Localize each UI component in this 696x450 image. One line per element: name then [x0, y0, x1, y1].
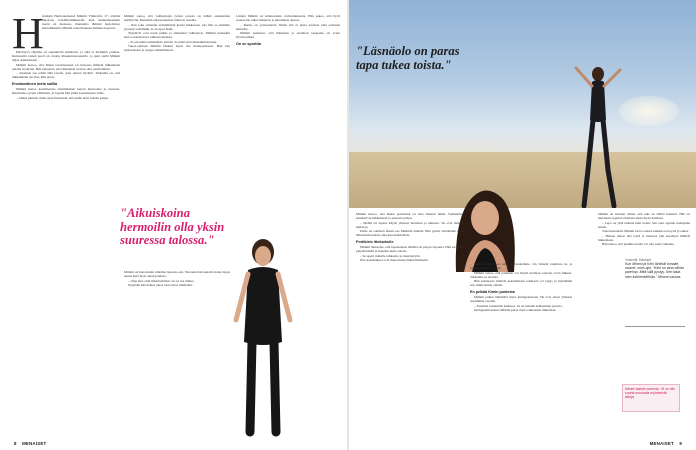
- left-column-2: [124, 14, 230, 204]
- paragraph: Hän kannustaa ihmisiä kokeilemaan rohkeasti eri lajeja ja löytämään sen, mikä tuntuu omalta.: [470, 279, 572, 288]
- drop-cap: H: [12, 9, 44, 58]
- paragraph: – Ruoka on polttoainetta. Ilman sitä ei jaksa treenata eikä palautua kunnolla.: [236, 22, 340, 31]
- paragraph: Mimmi on harrastanut urheilua lapsesta asti. Nuorena hän kokeili monia lajeja ennen kuin löysi oman juttunsa.: [124, 270, 230, 279]
- page-footer-left: [10, 441, 46, 446]
- jumping-woman-figure: [574, 60, 624, 208]
- highlight-box: Mimmi laskee poweria. Yli on niin suurta muutosta myönteistä aikoja.: [622, 384, 680, 412]
- left-column-1: [12, 9, 120, 434]
- right-column-1: [356, 212, 464, 427]
- paragraph: – Se opetti minulle rohkeutta ja itsenäisyyttä.: [360, 253, 421, 258]
- pull-quote-left: "Aikuiskoina hermoilin olla yksin suuressa talossa.": [120, 206, 225, 248]
- paragraph: Mimmi kertoo kokeilleensa ensimmäisen kerran kuntosalia jo nuorena. Kiinnostus syveni vähitellen, ja lopulta hän päätti kouluttautua alalle.: [12, 87, 120, 96]
- page-footer-right: [650, 441, 686, 446]
- paragraph: – Tuemme toisiamme kaikessa. Se on meidän suhteemme perusta.: [474, 303, 563, 308]
- paragraph: Mimmi muistelee, että lapsuudessa hänellä oli paljon vapautta. Hän sai tutkia ympäristöään ja kokeilla uusia asioita.: [356, 244, 464, 254]
- paragraph: Mimmi sanoo, että valmentajan työssä parasta on nähdä asiakkaiden kehittyvän. Pienetkin edistysaskeleet tuntuvat suurilta.: [124, 14, 230, 23]
- paragraph: – Lepo on yhtä tärkeää kuin treeni. Sen olen oppinut kantapään kautta.: [598, 220, 690, 229]
- paragraph: – Jokainen saa tehdä sillä tasolla, joka tuntuu hyvältä. Tärkeintä on, että liikkuminen tuo iloa, hän sanoo.: [12, 71, 120, 80]
- paragraph: Mimmi kertoo, että hänen tavoitteenaan on innostaa ihmisiä liikkumaan omalla tavallaan. Hän painottaa, ettei liikunnan tarvitse olla suorittamista.: [12, 62, 120, 71]
- ground: [349, 152, 696, 208]
- hero-photo: [349, 0, 696, 208]
- paragraph: – Olen aina ollut liikunnallinen. Se on osa minua.: [128, 278, 195, 283]
- page-number: 8: [14, 441, 17, 446]
- subheading: On se sporttia: [236, 41, 261, 46]
- subheading: Ensimmäinen kerta salilla: [12, 81, 58, 86]
- portrait-photo: [450, 180, 520, 272]
- paragraph: Mimmi kertoo, että hänen perheensä on aina tukenut häntä. Vanhemmat kannustivat liikkumaan jo pienestä pitäen.: [356, 212, 464, 221]
- paragraph: – Ei ole kahta samanlaista päivää. Se pitää työn mielenkiintoisena.: [128, 39, 218, 44]
- paragraph: elsingin Herttoniemessä Mimmi Ylimerivä, 27, näyttää ohjaavan vatsalihasliikkeisiin. Kun sunnuntaiaamun treeni on menossa, muutamia ihmisiä harjoittelee kuntoliikkeitä. Mimmi ottaa tilanteen haltuun nopeasti.: [42, 14, 120, 31]
- sun-glow: [619, 96, 679, 126]
- paragraph: – Meillä kaikilla on omat vahvuutemme. On tärkeää tunnistaa ne ja rakentaa niiden varaan.: [470, 262, 572, 271]
- paragraph: Nuo kokemukset ovat muovanneet häntä ihmisenä.: [360, 258, 429, 263]
- paragraph: Kumppanin kanssa Mimmi jakaa myös rakkauden liikuntaan.: [474, 308, 557, 313]
- paragraph: Päivittyvä ohjelma on suunniteltu etukäteen, ja siitä ei liiemmin poiketa. Kuntosalin toinen puoli on varattu lihaskuntotreeneille, ja juuri siellä Mimmi ohjaa asiakkaitaan.: [12, 50, 120, 63]
- paragraph: Mimmi painottaa, että liikunnan ja ravinnon tasapaino on avain hyvinvointiin.: [236, 31, 340, 40]
- magazine-title: MENAISET: [649, 441, 674, 446]
- paragraph: – Meillä oli tapana käydä yhdessä metsässä ja uimassa. Ne ovat tärkeitä muistoja.: [356, 220, 464, 229]
- paragraph: – Aluksi jännitti, mutta pian huomasin, että pidän tästä todella paljon.: [16, 95, 109, 100]
- left-column-2b: [124, 270, 230, 435]
- magazine-title: MENAISET: [22, 441, 47, 446]
- photo-credit: Vinsentti, Kiitokset: [625, 258, 651, 262]
- right-column-2: [470, 262, 572, 427]
- subheading: Portikielo ittokarkulle: [356, 239, 394, 244]
- pull-quote-right: "Läsnäolo on paras tapa tukea toista.": [356, 44, 460, 72]
- paragraph: Mimmi uskoo, että jokainen voi löytää itselleen sopivan tavan liikkua. Tärkeintä on aloittaa.: [470, 270, 572, 279]
- paragraph: Nykyään hän haluaa jakaa tuota intoa muillekin.: [128, 283, 193, 288]
- paragraph: Työpäivät ovat usein pitkiä, ja aikataulut vaihtelevat. Mimmi kuitenkin kertoo nauttivansa vaihtelevuudesta.: [124, 31, 230, 40]
- paragraph: Lisäksi Mimmi on kiinnostunut ravitsemuksesta. Hän uskoo, että hyvä ruokavalio tukee liikuntaa ja jaksamista arjessa.: [236, 14, 340, 23]
- paragraph: Hän uskoo, että pienillä teoilla voi olla suuri vaikutus.: [602, 242, 675, 247]
- page-number: 9: [679, 441, 682, 446]
- paragraph: Perhe on edelleen tärkeä osa Mimmin elämää. Hän pyrkii viettämään aikaa läheistensä kanssa aina kun mahdollista.: [356, 229, 464, 238]
- paragraph: Tulevaisuudelta Mimmi toivoo ennen kaikkea terveyttä ja onnea.: [602, 229, 689, 234]
- subheading: En pelkää Kimin puolesta: [470, 289, 515, 294]
- woman-photo: [230, 232, 296, 442]
- paragraph: – Haluan jatkaa tätä työtä ja innostaa yhä useampia ihmisiä liikkumaan.: [598, 233, 690, 242]
- paragraph: Mimmi puhuu lämmöllä myös kumppanistaan. He ovat olleet yhdessä useamman vuoden.: [470, 294, 572, 304]
- photo-caption: Kun Mimmi ja Kimi lähtivät lomalle, sisaret, mies ajoi. "Kimi on aina vähän parempi. Mitä sillä pystyy. Sen takia olen tukihenkilöhän." Mimmi nauraa.: [625, 262, 685, 279]
- paragraph: Vapaa-ajallaan Mimmi liikkuu myös itse monipuolisesti. Hän käy juoksemassa ja joogaa säännöllisesti.: [124, 44, 230, 53]
- paragraph: – Kun joku onnistuu ensimmäistä kertaa liikkeessä, jota hän ei aiemmin pystynyt tekemään, se on upea hetki.: [124, 22, 230, 31]
- paragraph: Mimmi on tottunut siihen, että arki on välillä hektistä. Hän on kuitenkin oppinut ottamaan aikaa myös itselleen.: [598, 212, 690, 221]
